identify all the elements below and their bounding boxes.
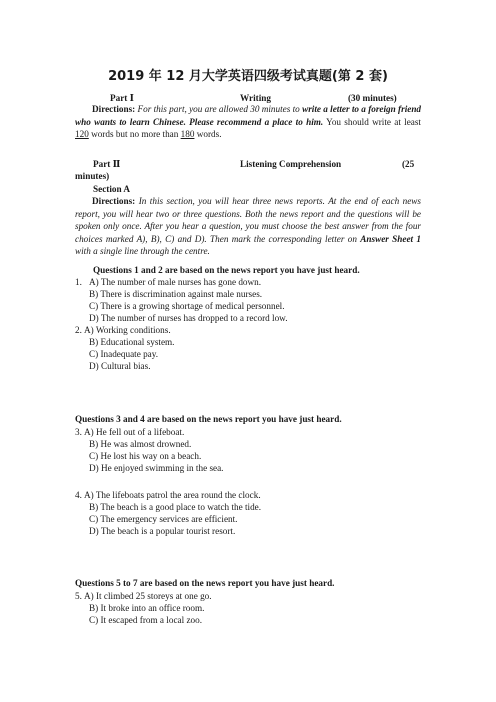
answer-option: A) He fell out of a lifeboat. xyxy=(84,427,185,437)
part1-directions-limit-b: words but no more than xyxy=(91,129,179,139)
answer-option: C) It escaped from a local zoo. xyxy=(89,615,203,625)
part1-directions xyxy=(75,103,421,141)
section-a-label: Section A xyxy=(93,184,131,194)
question-number: 5. xyxy=(75,591,82,601)
answer-option: A) Working conditions. xyxy=(84,325,171,335)
part1-name: Writing xyxy=(240,93,271,103)
part2-label: Part Ⅱ xyxy=(93,159,121,169)
answer-option: B) He was almost drowned. xyxy=(89,439,192,449)
answer-option: A) It climbed 25 storeys at one go. xyxy=(84,591,212,601)
question-number: 4. xyxy=(75,490,82,500)
answer-option: B) The beach is a good place to watch the tide. xyxy=(89,502,262,512)
part1-min-words: 120 xyxy=(75,129,89,139)
part2-time-b: minutes) xyxy=(75,171,110,181)
answer-option: A) The number of male nurses has gone down. xyxy=(89,277,262,287)
answer-option: D) The number of nurses has dropped to a record low. xyxy=(89,313,288,323)
part1-directions-label: Directions: xyxy=(92,104,136,114)
answer-option: A) The lifeboats patrol the area round the clock. xyxy=(84,490,261,500)
part1-directions-task: write a letter to a foreign friend who wants to learn Chinese. Please recommend a place to him. xyxy=(75,104,422,127)
question-group-heading: Questions 5 to 7 are based on the news report you have just heard. xyxy=(75,578,335,588)
part2-directions xyxy=(75,195,421,258)
question-number: 1. xyxy=(75,277,82,287)
part1-time: (30 minutes) xyxy=(348,93,397,103)
part2-directions-label: Directions: xyxy=(92,196,136,206)
part2-time-a: (25 xyxy=(402,159,415,169)
part1-label: Part Ⅰ xyxy=(110,93,134,103)
part2-directions-end: with a single line through the centre. xyxy=(75,246,210,256)
part1-max-words: 180 xyxy=(180,129,195,139)
answer-option: B) It broke into an office room. xyxy=(89,603,205,613)
answer-option: B) There is discrimination against male nurses. xyxy=(89,289,263,299)
part1-directions-limit-c: words. xyxy=(196,129,222,139)
page-title: 2019 年 12 月大学英语四级考试真题(第 2 套) xyxy=(108,69,388,84)
answer-sheet-ref: Answer Sheet 1 xyxy=(360,233,422,244)
question-number: 2. xyxy=(75,325,82,335)
answer-option: D) The beach is a popular tourist resort. xyxy=(89,526,236,536)
answer-option: C) There is a growing shortage of medical personnel. xyxy=(89,301,285,311)
question-number: 3. xyxy=(75,427,82,437)
answer-option: C) Inadequate pay. xyxy=(89,349,159,359)
part2-name: Listening Comprehension xyxy=(240,159,342,169)
answer-option: D) Cultural bias. xyxy=(89,361,151,371)
question-group-heading: Questions 1 and 2 are based on the news report you have just heard. xyxy=(93,265,360,275)
part1-directions-text: For this part, you are allowed 30 minutes to xyxy=(137,104,300,114)
answer-option: B) Educational system. xyxy=(89,337,175,347)
answer-option: C) The emergency services are efficient. xyxy=(89,514,238,524)
answer-option: D) He enjoyed swimming in the sea. xyxy=(89,463,224,473)
question-group-heading: Questions 3 and 4 are based on the news report you have just heard. xyxy=(75,414,342,424)
part1-directions-limit-a: You should write at least xyxy=(326,116,421,127)
answer-option: C) He lost his way on a beach. xyxy=(89,451,202,461)
part2-directions-text: In this section, you will hear three news reports. At the end of each news report, you will hear two or three questions. Both the news report and the questions will be spoken only once. After you hear a question, you must choose the best answer from the four choices marked A), B), C) and D). Then mark the corresponding letter on xyxy=(75,196,422,244)
